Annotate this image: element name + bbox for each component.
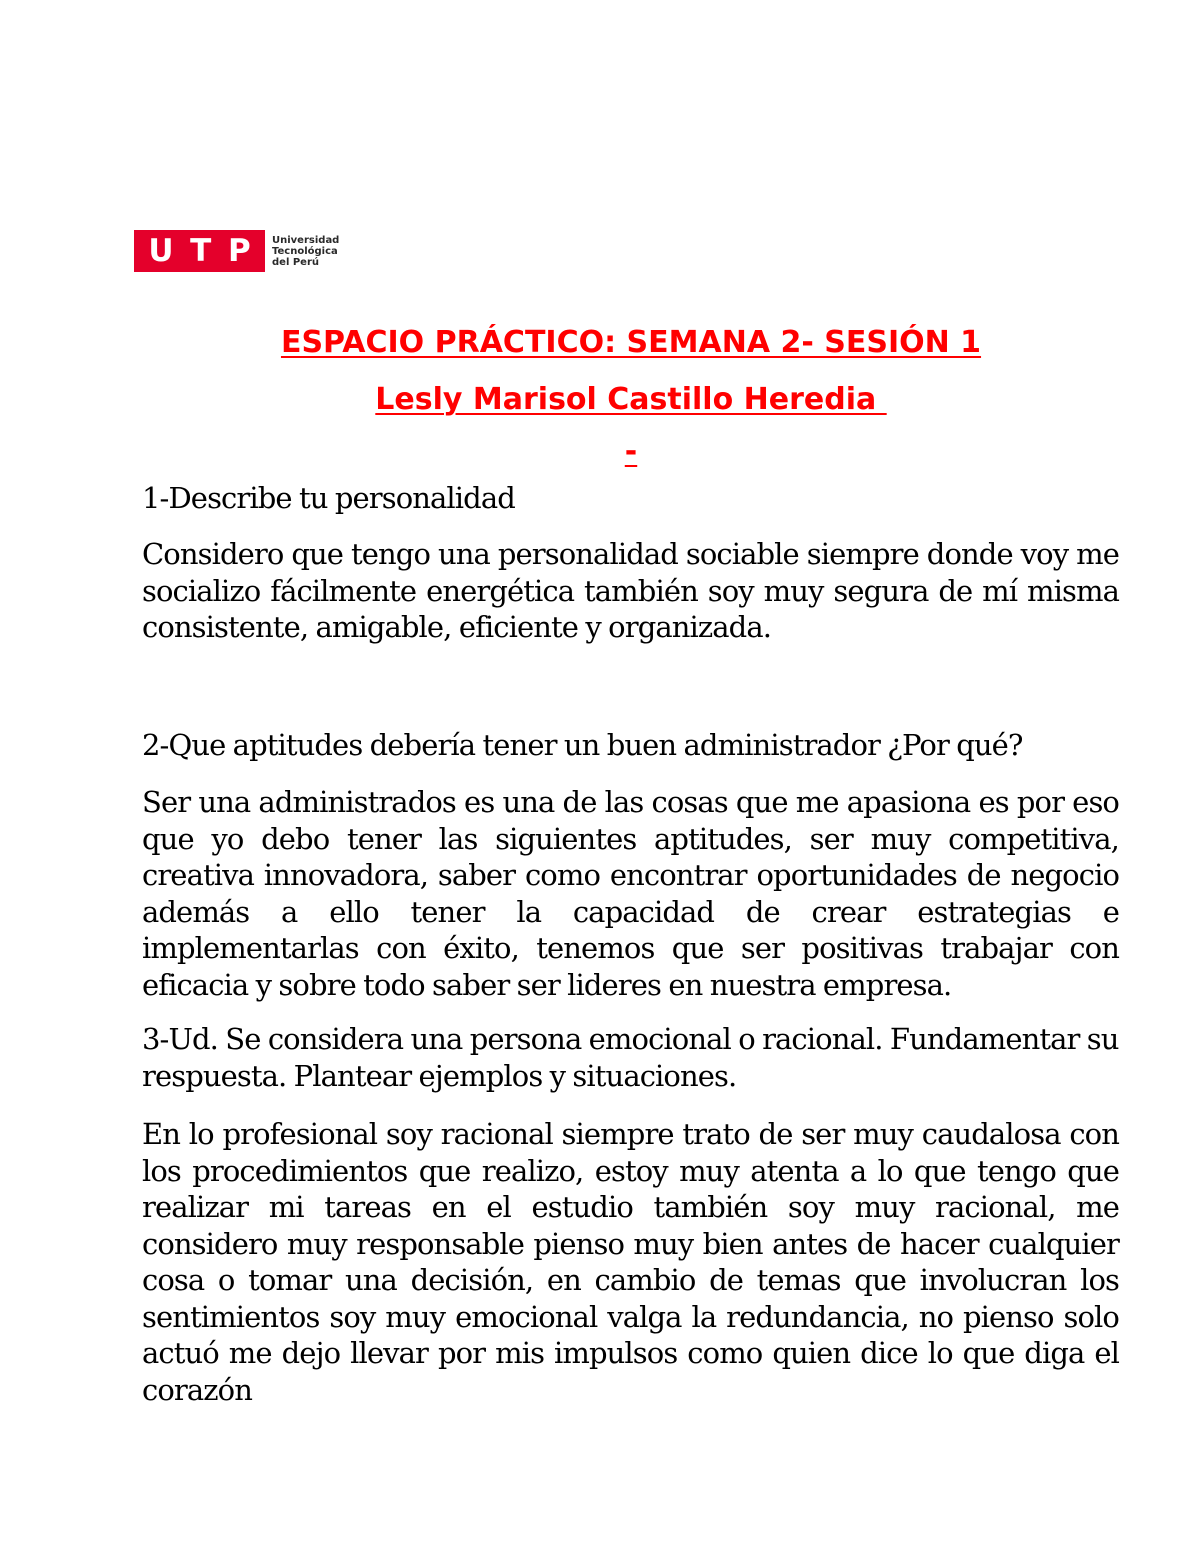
question-2: 2-Que aptitudes debería tener un buen administrador ¿Por qué? [142,728,1023,762]
student-name: Lesly Marisol Castillo Heredia [375,382,887,417]
title-separator: - [624,434,638,469]
answer-2: Ser una administrados es una de las cosas que me apasiona es por eso que yo debo tener las siguientes aptitudes, ser muy competitiva, creativa innovadora, saber como encontrar oportunidades de negocio además a ello tener la capacidad de crear estrategias e implementarlas con éxito, tenemos que ser positivas trabajar con eficacia y sobre todo saber ser lideres en nuestra empresa. [142,785,1119,1002]
document-title: ESPACIO PRÁCTICO: SEMANA 2- SESIÓN 1 [280,325,982,360]
logo-letter-p: P [227,233,251,269]
logo-line-1: Universidad [272,234,340,246]
answer-3: En lo profesional soy racional siempre trato de ser muy caudalosa con los procedimientos que realizo, estoy muy atenta a lo que tengo que realizar mi tareas en el estudio también soy muy racional, me considero muy responsable pienso muy bien antes de hacer cualquier cosa o tomar una decisión, en cambio de temas que involucran los sentimientos soy muy emocional valga la redundancia, no pienso solo actuó me dejo llevar por mis impulsos como quien dice lo que diga el corazón [142,1117,1119,1407]
answer-1: Considero que tengo una personalidad sociable siempre donde voy me socializo fácilmente energética también soy muy segura de mí misma consistente, amigable, eficiente y organizada. [142,537,1119,644]
utp-logo-mark [134,230,265,272]
logo-line-2: Tecnológica [272,245,338,257]
utp-logo-wordmark [272,235,339,268]
logo-line-3: del Perú [272,256,320,268]
question-1: 1-Describe tu personalidad [142,481,515,515]
logo-letter-u: U [148,233,174,269]
logo-letter-t: T [190,233,212,269]
question-3: 3-Ud. Se considera una persona emocional o racional. Fundamentar su respuesta. Plantear ejemplos y situaciones. [142,1022,1119,1093]
utp-logo [134,230,339,272]
